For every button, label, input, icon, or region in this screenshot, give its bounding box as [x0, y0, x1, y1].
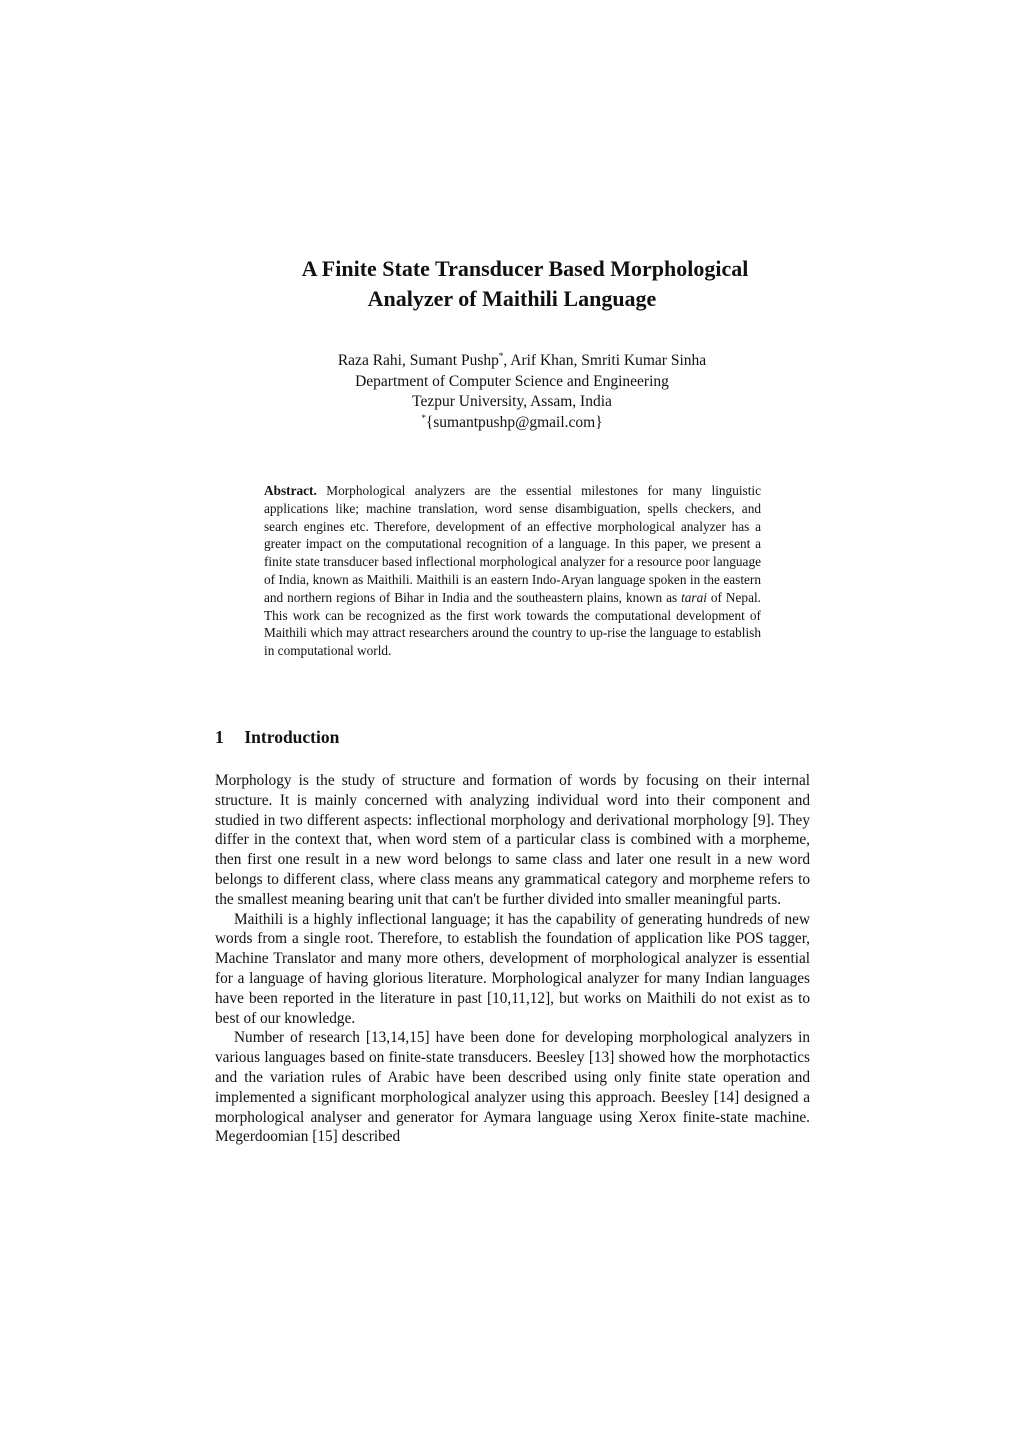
introduction-body [215, 771, 810, 1147]
title-line-2: Analyzer of Maithili Language [367, 286, 657, 311]
abstract-text-2: of Nepal. This work can be recognized as the first work towards the computational development of Maithili which may attract researchers around the country to up-rise the language to establish in computational world. [264, 589, 761, 659]
paper-title [0, 254, 1024, 314]
author-email: {sumantpushp@gmail.com} [425, 413, 603, 431]
author-list: Raza Rahi, Sumant Pushp [337, 352, 499, 369]
author-names [20, 351, 1024, 372]
paragraph: Number of research [13,14,15] have been done for developing morphological analyzers in various languages based on finite-state transducers. Beesley [13] showed how the morphotactics and the variation rules of Arabic have been described using only finite state operation and implemented a significant morphological analyzer using this approach. Beesley [14] designed a morphological analyser and generator for Aymara language using Xerox finite-state machine. Megerdoomian [15] described [215, 1029, 810, 1146]
section-heading-introduction [215, 725, 339, 749]
corresponding-author-mark: * [498, 350, 504, 361]
author-block [0, 351, 1024, 433]
abstract [264, 482, 761, 660]
author-list-rest: , Arif Khan, Smriti Kumar Sinha [503, 352, 707, 369]
abstract-italic-term: tarai [681, 589, 707, 605]
abstract-label: Abstract. [264, 483, 317, 498]
email-mark: * [421, 412, 426, 423]
author-email-line [0, 413, 1024, 434]
paragraph: Morphology is the study of structure and formation of words by focusing on their internal structure. It is mainly concerned with analyzing individual word into their component and studied in two different aspects: inflectional morphology and derivational morphology [9]. They differ in the context that, when word stem of a particular class is combined with a morpheme, then first one result in a new word belongs to same class and later one result in a new word belongs to different class, where class means any grammatical category and morpheme refers to the smallest meaning bearing unit that can't be further divided into smaller meaningful parts. [215, 772, 810, 908]
section-number: 1 [215, 727, 224, 747]
paragraph: Maithili is a highly inflectional language; it has the capability of generating hundreds of new words from a single root. Therefore, to establish the foundation of application like POS tagger, Machine Translator and many more others, development of morphological analyzer is essential for a language of having glorious literature. Morphological analyzer for many Indian languages have been reported in the literature in past [10,11,12], but works on Maithili do not exist as to best of our knowledge. [215, 910, 810, 1027]
affiliation-department: Department of Computer Science and Engineering [355, 372, 669, 390]
title-line-1: A Finite State Transducer Based Morphological [301, 256, 749, 281]
section-title: Introduction [244, 727, 340, 747]
abstract-text-1: Morphological analyzers are the essential milestones for many linguistic applications like; machine translation, word sense disambiguation, spells checkers, and search engines etc. Therefore, development of an effective morphological analyzer has a greater impact on the computational recognition of a language. In this paper, we present a finite state transducer based inflectional morphological analyzer for a resource poor language of India, known as Maithili. Maithili is an eastern Indo-Aryan language spoken in the eastern and northern regions of Bihar in India and the southeastern plains, known as [264, 483, 761, 605]
affiliation-university: Tezpur University, Assam, India [412, 393, 612, 410]
